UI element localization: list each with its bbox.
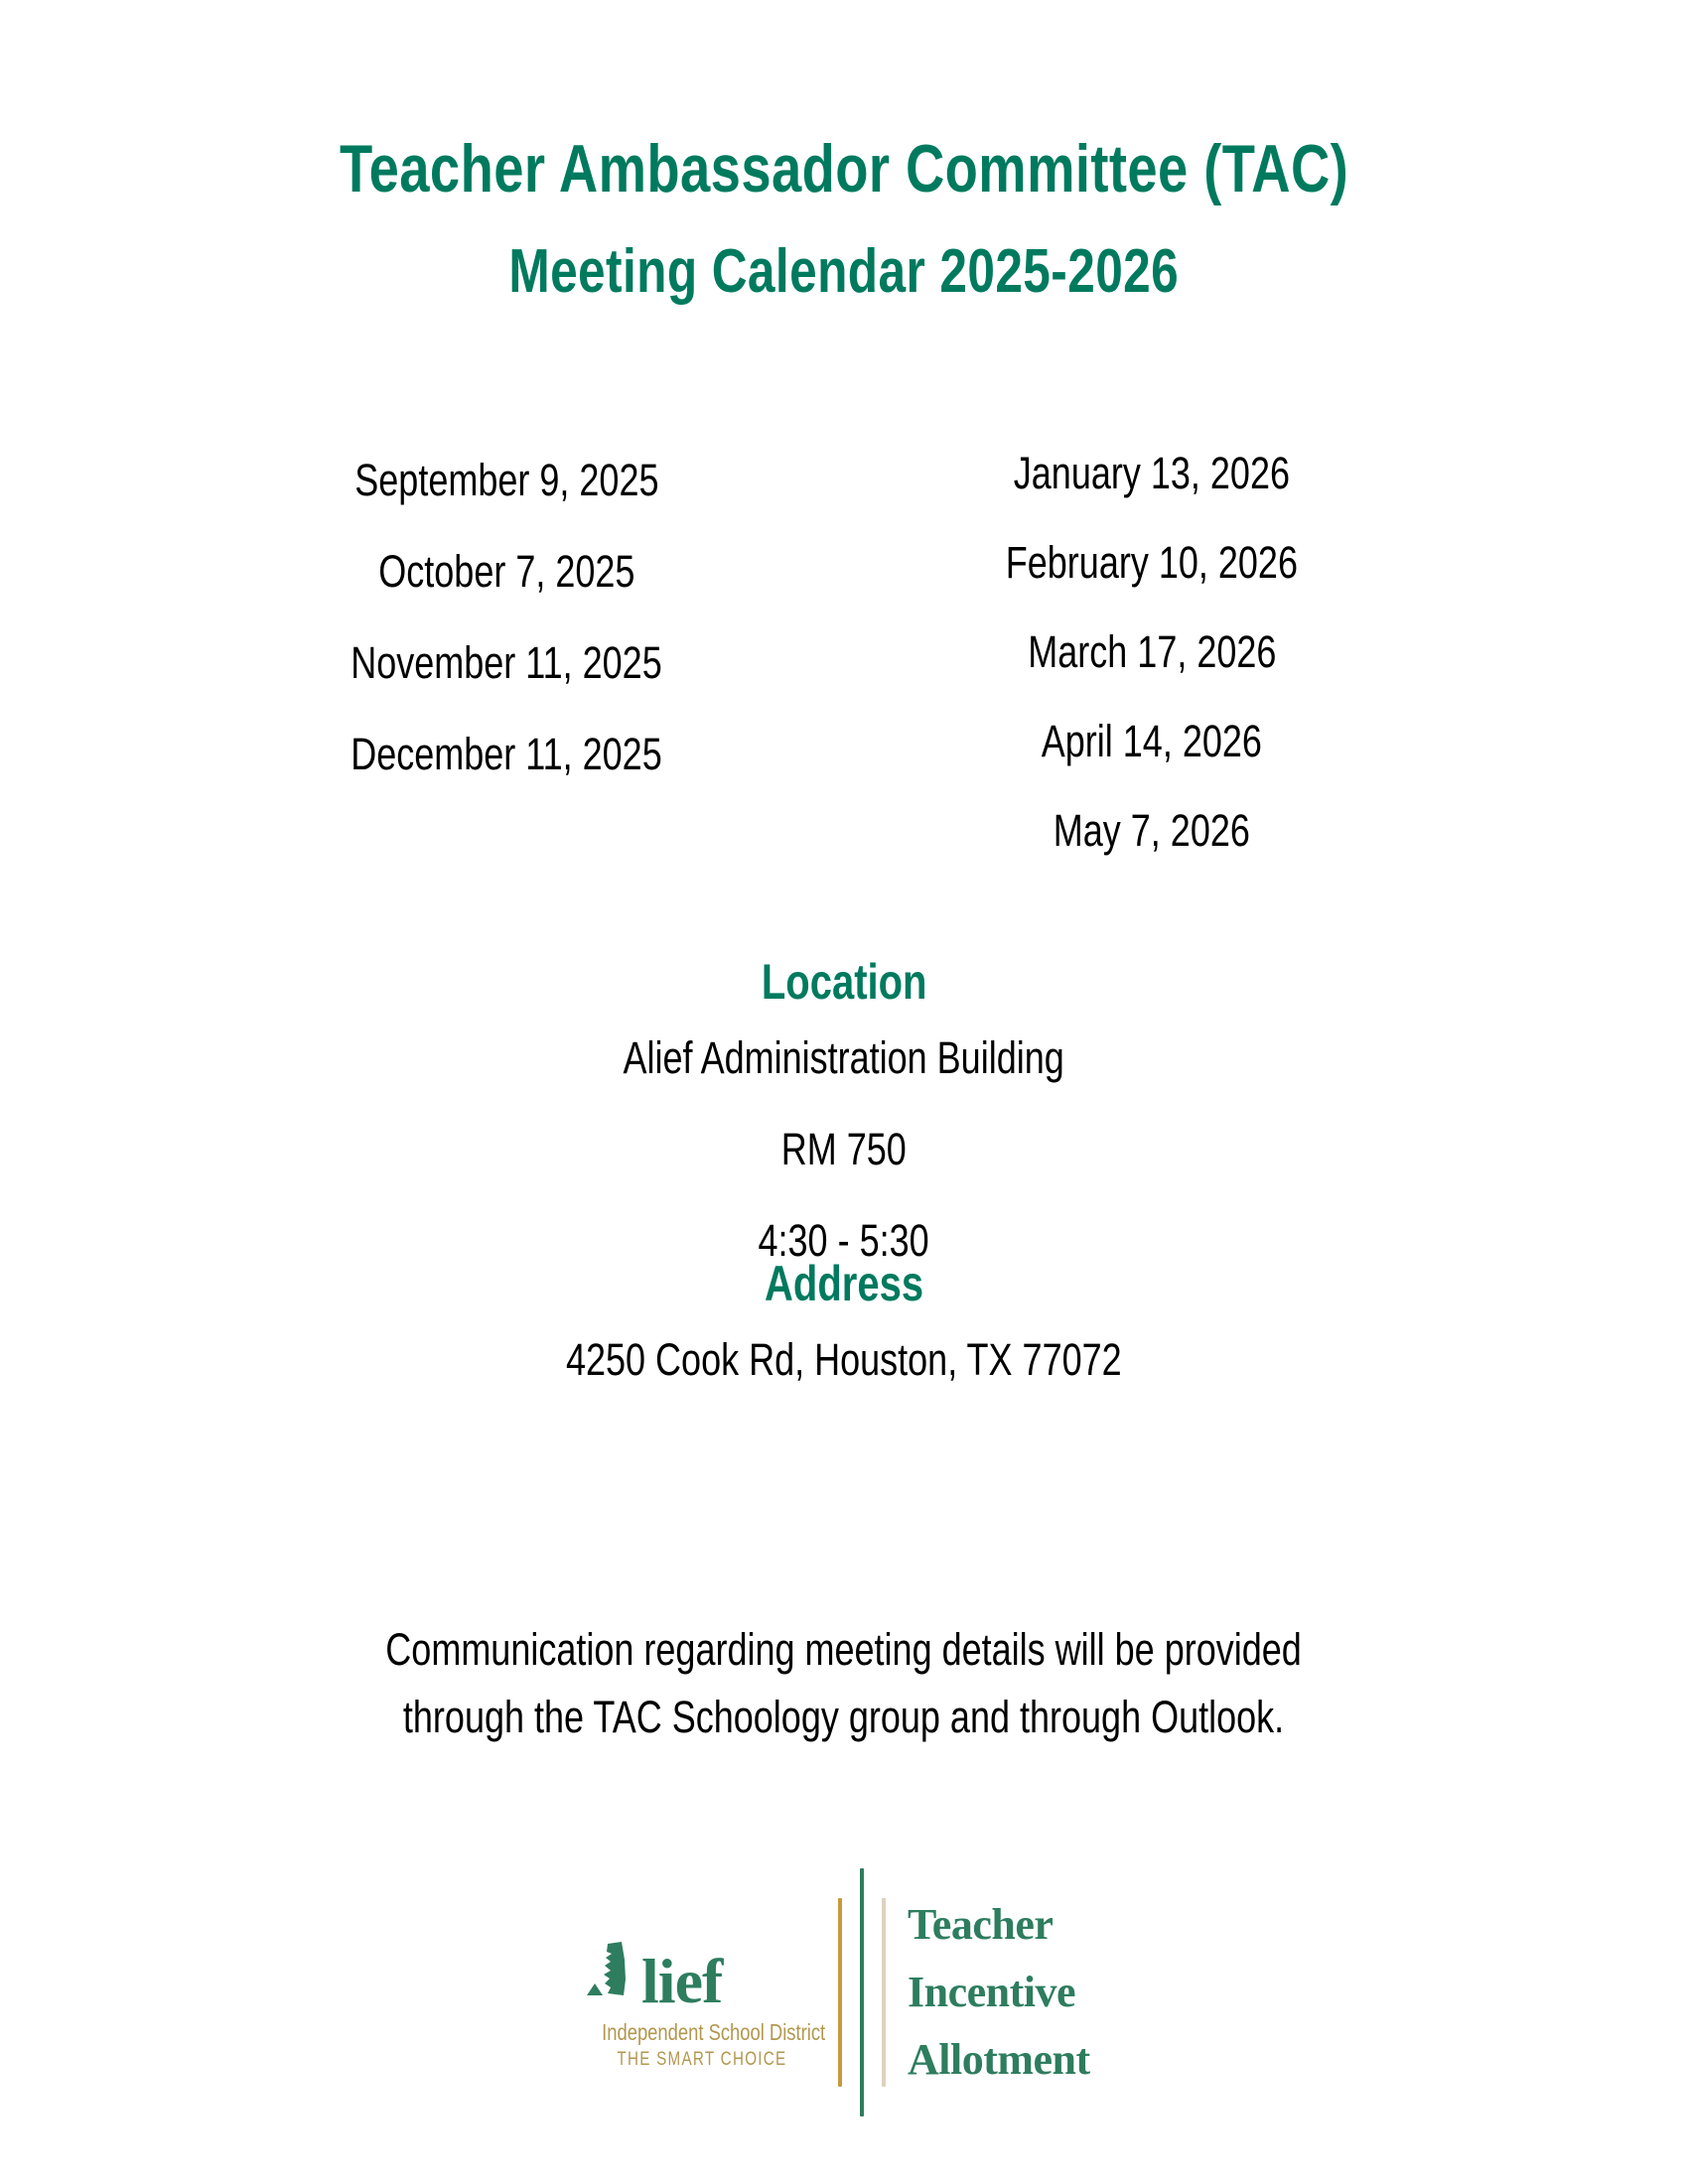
address-line-text: 4250 Cook Rd, Houston, TX 77072 [566,1334,1122,1385]
alief-wordmark-text: lief [641,1946,723,2016]
meeting-dates-section [0,435,1688,856]
title-line-1-text: Teacher Ambassador Committee (TAC) [339,131,1349,206]
address-heading-text: Address [764,1256,924,1311]
date-row [199,709,814,800]
title-line-1 [0,117,1688,220]
note-line-2-text: through the TAC Schoology group and through Outlook. [403,1692,1285,1742]
tia-program-name [896,1891,1110,2094]
location-room-text: RM 750 [780,1124,908,1174]
location-building-text: Alief Administration Building [623,1032,1065,1083]
location-room [0,1104,1688,1195]
note-line-1-text: Communication regarding meeting details will be provided [385,1624,1303,1675]
communication-note [149,1616,1539,1751]
date-text: November 11, 2025 [351,637,662,688]
address-section [0,1253,1688,1406]
tia-line-2: Incentive [908,1968,1076,2016]
alief-isd-subtitle [574,2019,830,2045]
title-line-2-text: Meeting Calendar 2025-2026 [508,237,1180,306]
alief-isd-subtitle-text: Independent School District [602,2019,826,2045]
logo-divider-bars [830,1848,896,2136]
note-line-2 [149,1684,1539,1751]
date-row [874,697,1430,786]
date-row [874,786,1430,876]
date-text: December 11, 2025 [351,729,662,779]
dates-column-spring [874,429,1430,876]
alief-isd-logo [574,1848,830,2136]
date-row [874,608,1430,697]
date-text: May 7, 2026 [1053,805,1251,856]
tia-line-3: Allotment [908,2035,1090,2084]
divider-bar-gold [838,1898,842,2087]
date-row [874,429,1430,518]
divider-bar-tan [882,1898,886,2087]
alief-district-shape-icon [586,1940,645,2013]
date-row [199,526,814,617]
date-text: September 9, 2025 [353,455,659,505]
alief-isd-tagline [574,2049,830,2071]
date-text: February 10, 2026 [1005,537,1299,588]
date-text: October 7, 2025 [377,546,635,597]
location-section [0,951,1688,1287]
alief-tia-logo [574,1848,1110,2136]
alief-isd-tagline-text: THE SMART CHOICE [617,2049,787,2070]
divider-bar-green [860,1868,864,2116]
address-line [0,1314,1688,1406]
dates-column-fall [199,435,814,800]
page-title [0,117,1688,324]
location-building [0,1013,1688,1104]
date-row [874,518,1430,608]
alief-wordmark [586,1936,723,2016]
date-text: January 13, 2026 [1013,448,1291,498]
location-time-text: 4:30 - 5:30 [758,1215,930,1266]
date-text: March 17, 2026 [1027,626,1277,677]
tia-line-1: Teacher [908,1900,1054,1949]
title-line-2 [0,220,1688,324]
note-line-1 [149,1616,1539,1684]
date-text: April 14, 2026 [1041,716,1263,766]
address-heading [0,1253,1688,1314]
location-heading [0,951,1688,1013]
date-row [199,617,814,709]
date-row [199,435,814,526]
location-heading-text: Location [761,954,927,1010]
